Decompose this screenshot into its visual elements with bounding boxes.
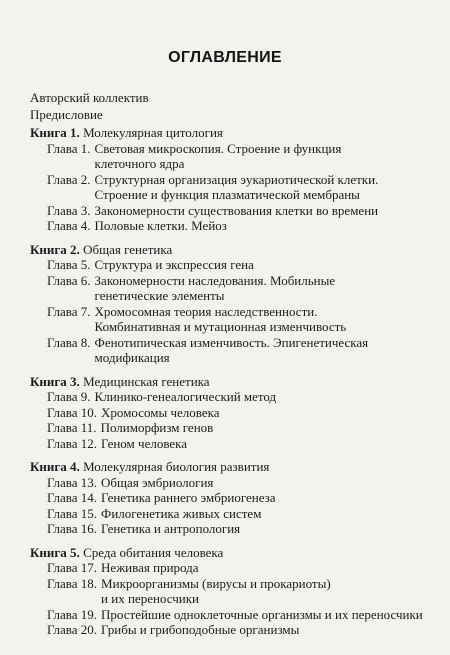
chapter-entry bbox=[30, 475, 440, 491]
chapter-title bbox=[91, 141, 440, 172]
chapter-entry bbox=[30, 335, 440, 366]
book-name: Молекулярная биология развития bbox=[83, 459, 270, 474]
chapter-number: Глава 6. bbox=[47, 272, 91, 288]
book-heading bbox=[30, 545, 440, 561]
chapter-number: Глава 5. bbox=[47, 257, 91, 272]
chapter-entry bbox=[30, 622, 440, 638]
chapter-title-line: Полиморфизм генов bbox=[100, 420, 214, 435]
chapter-title bbox=[91, 304, 440, 335]
chapter-title-line: Клинико-генеалогический метод bbox=[94, 389, 277, 404]
chapter-number: Глава 10. bbox=[47, 404, 98, 420]
chapter-entry bbox=[30, 405, 440, 421]
chapter-title bbox=[97, 607, 440, 623]
book-label: Книга 5. bbox=[30, 544, 80, 560]
book-section bbox=[30, 242, 440, 366]
chapter-title bbox=[97, 521, 440, 537]
chapter-entry bbox=[30, 436, 440, 452]
book-section bbox=[30, 545, 440, 638]
chapter-title bbox=[97, 506, 440, 522]
chapter-title bbox=[97, 560, 440, 576]
chapter-entry bbox=[30, 506, 440, 522]
chapter-number: Глава 15. bbox=[47, 505, 98, 521]
front-matter-item: Авторский коллектив bbox=[30, 90, 149, 105]
chapter-title-line: Генетика и антропология bbox=[101, 521, 241, 536]
chapter-title-line: Закономерности существования клетки во времени bbox=[94, 202, 379, 218]
chapter-title bbox=[91, 257, 440, 273]
chapter-title-line: Хромосомы человека bbox=[101, 404, 220, 420]
chapter-number: Глава 17. bbox=[47, 560, 98, 575]
chapter-title bbox=[97, 576, 440, 607]
chapter-title-line: Строение и функция плазматической мембраны bbox=[94, 187, 360, 202]
book-heading bbox=[30, 374, 440, 390]
chapter-entry bbox=[30, 304, 440, 335]
chapter-title bbox=[97, 622, 440, 638]
chapter-number: Глава 3. bbox=[47, 202, 91, 218]
chapter-title-line: Комбинативная и мутационная изменчивость bbox=[94, 319, 347, 334]
chapter-title bbox=[91, 335, 440, 366]
chapter-title-line: Половые клетки. Мейоз bbox=[94, 218, 227, 233]
chapter-title-line: Филогенетика живых систем bbox=[101, 505, 262, 521]
chapter-number: Глава 11. bbox=[47, 420, 97, 435]
chapter-entry bbox=[30, 203, 440, 219]
chapter-title-line: Световая микроскопия. Строение и функция bbox=[94, 140, 342, 156]
book-section bbox=[30, 374, 440, 452]
chapter-number: Глава 8. bbox=[47, 334, 91, 350]
chapter-title-line: Неживая природа bbox=[101, 560, 199, 575]
book-label: Книга 1. bbox=[30, 125, 80, 140]
chapter-title-line: Простейшие одноклеточные организмы и их переносчики bbox=[101, 606, 423, 622]
chapter-title bbox=[97, 490, 440, 506]
chapter-number: Глава 16. bbox=[47, 521, 98, 536]
chapter-title-line: Микроорганизмы (вирусы и прокариоты) bbox=[101, 575, 331, 591]
book-label: Книга 3. bbox=[30, 373, 80, 389]
book-section bbox=[30, 125, 440, 234]
book-label: Книга 2. bbox=[30, 241, 80, 257]
chapter-number: Глава 7. bbox=[47, 303, 91, 319]
chapter-number: Глава 18. bbox=[47, 575, 98, 591]
chapter-title-line: генетические элементы bbox=[94, 288, 225, 303]
book-heading bbox=[30, 242, 440, 258]
chapter-title-line: Структура и экспрессия гена bbox=[94, 257, 254, 272]
chapter-title-line: Закономерности наследования. Мобильные bbox=[94, 272, 336, 288]
chapter-number: Глава 2. bbox=[47, 171, 91, 187]
chapter-entry bbox=[30, 172, 440, 203]
chapter-title bbox=[97, 405, 440, 421]
chapter-entry bbox=[30, 420, 440, 436]
chapter-number: Глава 14. bbox=[47, 490, 98, 505]
chapter-number: Глава 20. bbox=[47, 622, 98, 637]
chapter-title-line: Грибы и грибоподобные организмы bbox=[101, 622, 300, 637]
chapter-title bbox=[91, 172, 440, 203]
table-of-contents bbox=[30, 125, 440, 646]
chapter-entry bbox=[30, 273, 440, 304]
chapter-title-line: Общая эмбриология bbox=[101, 474, 214, 490]
book-name: Молекулярная цитология bbox=[83, 125, 223, 140]
chapter-number: Глава 19. bbox=[47, 606, 98, 622]
chapter-entry bbox=[30, 521, 440, 537]
chapter-entry bbox=[30, 576, 440, 607]
chapter-entry bbox=[30, 607, 440, 623]
chapter-entry bbox=[30, 218, 440, 234]
chapter-number: Глава 12. bbox=[47, 435, 98, 451]
chapter-title bbox=[91, 218, 440, 234]
book-name: Медицинская генетика bbox=[83, 373, 210, 389]
chapter-title bbox=[91, 389, 440, 405]
chapter-title-line: Генетика раннего эмбриогенеза bbox=[101, 490, 276, 505]
chapter-title-line: Геном человека bbox=[101, 435, 188, 451]
chapter-number: Глава 1. bbox=[47, 140, 91, 156]
chapter-title-line: модификация bbox=[94, 350, 170, 365]
front-matter bbox=[30, 90, 149, 123]
book-section bbox=[30, 459, 440, 537]
chapter-entry bbox=[30, 257, 440, 273]
chapter-entry bbox=[30, 560, 440, 576]
chapter-number: Глава 9. bbox=[47, 389, 91, 404]
chapter-title-line: клеточного ядра bbox=[94, 156, 185, 171]
chapter-number: Глава 13. bbox=[47, 474, 98, 490]
book-name: Общая генетика bbox=[83, 241, 173, 257]
book-name: Среда обитания человека bbox=[83, 544, 224, 560]
book-heading bbox=[30, 125, 440, 141]
page-title: ОГЛАВЛЕНИЕ bbox=[168, 49, 282, 66]
chapter-title-line: Фенотипическая изменчивость. Эпигенетическая bbox=[94, 334, 369, 350]
chapter-entry bbox=[30, 490, 440, 506]
chapter-title-line: Хромосомная теория наследственности. bbox=[94, 303, 318, 319]
chapter-title-line: и их переносчики bbox=[101, 591, 200, 606]
front-matter-item: Предисловие bbox=[30, 106, 103, 122]
chapter-title bbox=[97, 475, 440, 491]
chapter-title bbox=[97, 420, 440, 436]
chapter-number: Глава 4. bbox=[47, 218, 91, 233]
chapter-title bbox=[91, 273, 440, 304]
chapter-title bbox=[97, 436, 440, 452]
book-label: Книга 4. bbox=[30, 459, 80, 474]
chapter-entry bbox=[30, 389, 440, 405]
chapter-entry bbox=[30, 141, 440, 172]
book-heading bbox=[30, 459, 440, 475]
chapter-title bbox=[91, 203, 440, 219]
chapter-title-line: Структурная организация эукариотической клетки. bbox=[94, 171, 379, 187]
